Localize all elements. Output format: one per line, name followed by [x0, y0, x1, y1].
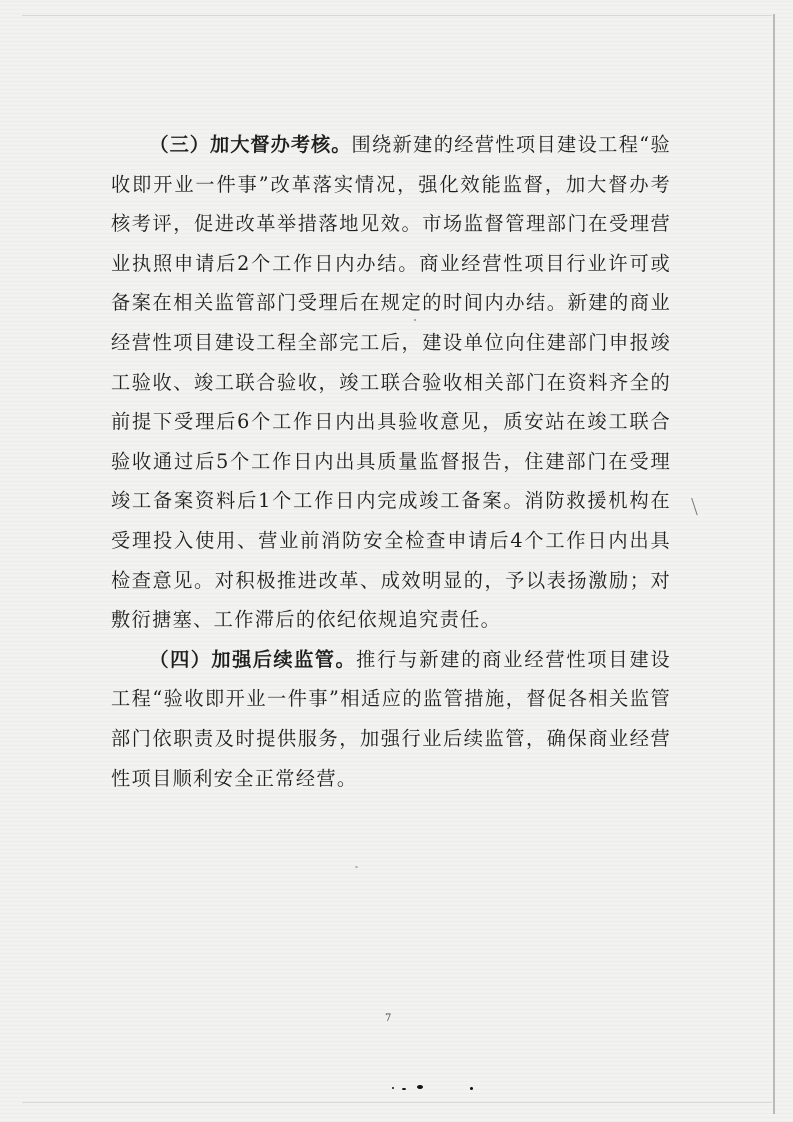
scan-dot [470, 1087, 473, 1090]
scan-speck [414, 319, 416, 321]
paragraph-section-three [111, 125, 671, 640]
section-four-text: 推行与新建的商业经营性项目建设工程“验收即开业一件事”相适应的监管措施，督促各相关监管部门依职责及时提供服务，加强行业后续监管，确保商业经营性项目顺利安全正常经营。 [111, 647, 672, 790]
scan-speck [355, 866, 358, 868]
paragraph-section-four [111, 640, 671, 798]
scan-mark [688, 498, 697, 516]
scan-dot [402, 1088, 406, 1090]
document-body [111, 125, 671, 798]
page-number: 7 [385, 1013, 392, 1024]
section-four-heading: （四）加强后续监管。 [149, 647, 357, 671]
scan-bottom-edge [22, 1102, 772, 1103]
scan-dots [392, 1079, 482, 1095]
section-three-heading: （三）加大督办考核。 [149, 133, 352, 156]
scan-right-edge [773, 14, 775, 1114]
scan-dot [392, 1087, 394, 1089]
scan-dot [417, 1085, 423, 1089]
section-three-text: 围绕新建的经营性项目建设工程“验收即开业一件事”改革落实情况，强化效能监督，加大督办考核考评，促进改革举措落地见效。市场监督管理部门在受理营业执照申请后2个工作日内办结。商业经营性项目行业许可或备案在相关监管部门受理后在规定的时间内办结。新建的商业经营性项目建设工程全部完工后，建设单位向住建部门申报竣工验收、竣工联合验收，竣工联合验收相关部门在资料齐全的前提下受理后6个工作日内出具验收意见，质安站在竣工联合验收通过后5个工作日内出具质量监督报告，住建部门在受理竣工备案资料后1个工作日内完成竣工备案。消防救援机构在受理投入使用、营业前消防安全检查申请后4个工作日内出具检查意见。对积极推进改革、成效明显的，予以表扬激励；对敷衍搪塞、工作滞后的依纪依规追究责任。 [111, 133, 671, 632]
scan-top-edge [22, 15, 772, 16]
